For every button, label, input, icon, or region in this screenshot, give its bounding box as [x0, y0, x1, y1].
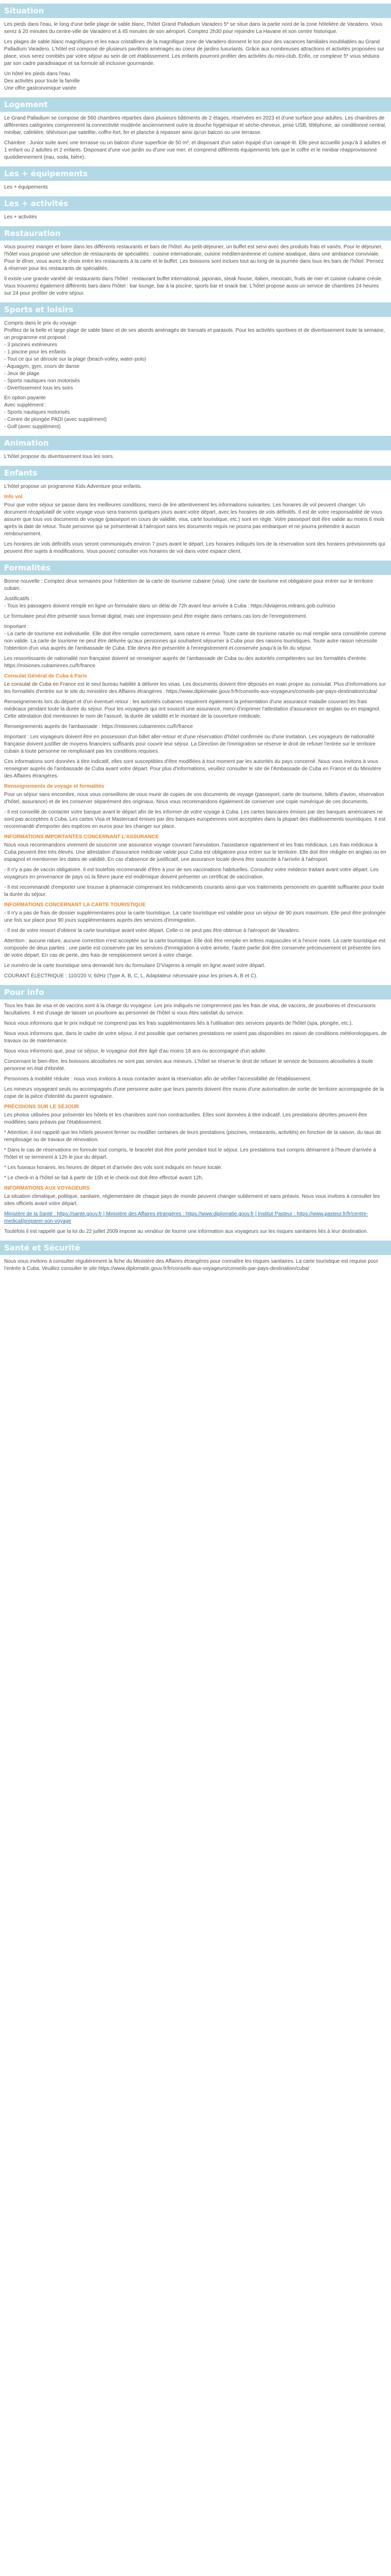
section-equipements: Les + équipements	[0, 166, 391, 181]
infovoyage-p3: Toutefois il est rappelé que la loi du 22 juillet 2009 impose au vendeur de fournir une information aux voyageurs sur les risques sanitaires liés à leur destination.	[4, 1229, 368, 1234]
sports-sub1: Compris dans le prix du voyage	[4, 320, 77, 326]
sports-c1: Avec supplément :	[4, 402, 47, 408]
infovoyage-title: INFORMATIONS AUX VOYAGEURS	[4, 1185, 90, 1191]
pourinfo-p1: Tous les frais de visa et de vaccins sont à la charge du voyageur. Les prix indiqués ne comprennent pas les frais de visa, de vaccins, de pourboires et d'excursions facultatives. Il est d'usage de laisser un pourboire au personnel de l'hôtel si vous êtes satisfait du service.	[4, 1003, 376, 1016]
formalites-p2: Justificatifs :	[4, 596, 32, 602]
precisions-p5: * Le check-in à l'hôtel se fait à partir de 15h et le check-out doit être effectué avant 12h.	[4, 1175, 203, 1181]
sports-b1: Profitez de la belle et large plage de sable blanc et de ses abords aménagés de transats et parasols. Pour les activités sportives et de divertissement toute la semaine, un programme est proposé :	[4, 328, 386, 341]
infovoyage-links[interactable]: Ministère de la Santé : https://sante.gouv.fr | Ministère des Affaires étrangères : https://www.diplomatie.gouv.fr | Institut Pasteur : https://www.pasteur.fr/fr/centre-medical/preparer-son-voyage	[4, 1211, 368, 1224]
section-situation: Situation	[0, 4, 391, 18]
situation-p2: Les plages de sable blanc magnifiques et les eaux cristallines de la magnifique zone de Varadero donnent le ton pour des vacances familiales inoubliables au Grand Palladium Varadero. L'hôtel est composé de plusieurs pavillons aménagés au coeur de jardins luxuriants. Grâce aux nombreuses attractions et activités proposées sur place, vous serez comblés par votre séjour au sein de cet établissement. Les enfants pourront profiter des activités du mini-club. Enfin, ce complexe 5* vous séduira par son cadre paradisiaque et sa formule all inclusive gourmande.	[4, 39, 385, 66]
section-animation: Animation	[0, 436, 391, 450]
formalites-p4: Le formulaire peut être présenté sous format digital, mais une impression peut être exigée dans certains cas lors de l'enregistrement.	[4, 614, 307, 619]
pourinfo-p6: Personnes à mobilité réduite : nous vous invitons à nous contacter avant la réservation afin de vérifier l'accessibilité de l'établissement.	[4, 1076, 312, 1082]
ambassade-p1: Important : Les voyageurs doivent être en possession d'un billet aller-retour et d'une réservation d'hôtel confirmée ou d'une invitation. Les voyageurs de nationalité française doivent justifier de moyens financiers suffisants pour couvrir leur séjour. La Direction de l'immigration se réserve le droit de refuser l'entrée sur le territoire cubain à toute personne ne remplissant pas les conditions requises.	[4, 734, 376, 754]
formalites-p5: Important :	[4, 624, 29, 630]
infovoyage-p1: La situation climatique, politique, sanitaire, réglementaire de chaque pays de monde peuvent changer subitement et sans préavis. Nous vous invitons à consulter les sites officiels avant votre départ.	[4, 1194, 380, 1207]
precisions-p3: * Dans le cas de réservations en formule tout compris, le bracelet doit être porté pendant tout le séjour. Les prestations tout compris démarrent à l'heure d'arrivée à l'hôtel et se terminent à 12h le jour du départ.	[4, 1147, 376, 1160]
precisions-p1: Les photos utilisées pour présenter les hôtels et les chambres sont non contractuelles. Elles sont données à titre indicatif. Les prestations décrites peuvent être modifiées sans préavis par l'établissement.	[4, 1112, 367, 1125]
sports-b4: - Tout ce qui se déroule sur la plage (beach-volley, water-polo)	[4, 357, 146, 362]
pourinfo-p2: Nous vous informons que le prix indiqué ne comprend pas les frais supplémentaires liés à l'utilisation des services payants de l'hôtel (spa, plongée, etc.).	[4, 1021, 353, 1026]
assurance-p3: - Il est recommandé d'emporter une trousse à pharmacie comprenant les médicaments courants ainsi que vos traitements personnels en quantité suffisante pour toute la durée du séjour.	[4, 885, 384, 897]
sports-b8: - Divertissement tous les soirs	[4, 385, 73, 391]
pieds-l2: Des activités pour toute la famille	[4, 78, 80, 84]
logement-p1: Le Grand Palladium se compose de 560 chambres réparties dans plusieurs bâtiments de 2 étages, réservées en 2023 et d'une surface pour adultes. Les chambres de différentes catégories comprennent la connectivité modérée anciennement outre la douche hygiénique et sèche-cheveux, prise USB, téléphone, air conditionné central, minibar, cafetière, télévision par satellite, coffre-fort, fer et planche à repasser ainsi qu'un balcon ou une terrasse.	[4, 115, 386, 135]
sports-b6: - Jeux de plage	[4, 371, 40, 377]
section-formalites: Formalités	[0, 561, 391, 575]
formalites-p6: - La carte de tourisme est individuelle. Elle doit être remplie correctement, sans rature ni erreur. Toute carte de tourisme raturée ou mal remplie sera considérée comme non valide. La carte de tourisme ne peut être délivrée qu'aux personnes qui souhaitent séjourner à Cuba pour des raisons touristiques. Toute autre raison nécessite l'obtention d'un visa auprès de l'ambassade de Cuba. Elle devra être présentée à l'enregistrement et conservée jusqu'à la fin du séjour.	[4, 631, 386, 651]
precisions-p2: * Attention, il est rappelé que les hôtels peuvent fermer ou modifier certaines de leurs prestations (piscines, restaurants, activités) en fonction de la saison, du taux de remplissage ou de travaux de rénovation.	[4, 1130, 381, 1143]
pourinfo-p4: Nous vous informons que, pour ce séjour, le voyageur doit être âgé d'au moins 18 ans ou accompagné d'un adulte.	[4, 1048, 267, 1054]
page	[0, 0, 391, 1276]
precisions-p4: * Les fuseaux horaires, les heures de départ et d'arrivée des vols sont indiqués en heure locale.	[4, 1165, 223, 1171]
touristique-title: INFORMATIONS CONCERNANT LA CARTE TOURISTIQUE	[4, 902, 146, 908]
section-logement: Logement	[0, 97, 391, 112]
consulat-title: Consulat Général de Cuba à Paris	[4, 673, 87, 679]
info-p1: Pour que votre séjour se passe dans les meilleures conditions, merci de lire attentivement les informations suivantes. Les horaires de vol peuvent changer. Un document récapitulatif de votre voyage vous sera transmis quelques jours avant votre départ, avec les horaires de vols définitifs. Il est de votre responsabilité de vous assurer que tous vos documents de voyage (passeport en cours de validité, visa, carte touristique, etc.) sont en règle. Votre passeport doit être valide au moins 6 mois après la date de retour. Toute personne qui se présenterait à l'aéroport sans les documents requis ne pourra pas embarquer et ne pourra prétendre à aucun remboursement.	[4, 502, 385, 537]
animation-p1: L'hôtel propose du divertissement tous les soirs.	[4, 454, 115, 460]
section-sports: Sports et loisirs	[0, 302, 391, 317]
courant-electrique: COURANT ÉLECTRIQUE : 110/220 V, 60Hz (Type A, B, C, L, Adaptateur nécessaire pour les prises A, B et C).	[4, 973, 258, 979]
info-p2: Les horaires de vols définitifs vous seront communiqués environ 7 jours avant le départ. Les horaires indiqués lors de la réservation sont des horaires prévisionnels qui peuvent être sujets à modifications. Vous pouvez consulter vos horaires de vol dans votre espace client.	[4, 541, 385, 554]
formalites-p1: Bonne nouvelle : Comptez deux semaines pour l'obtention de la carte de tourisme cubaine (visa). Une carte de tourisme est obligatoire pour entrer sur le territoire cubain.	[4, 579, 373, 591]
ambassade-p2: Ces informations sont données à titre indicatif, elles sont susceptibles d'être modifiées à tout moment par les autorités du pays concerné. Nous vous invitons à vous renseigner auprès de l'ambassade de Cuba avant votre départ. Pour plus d'informations, veuillez consulter le site de l'Ambassade de Cuba en France et du Ministère des Affaires étrangères.	[4, 759, 382, 779]
touristique-p2: - Il est de votre ressort d'obtenir la carte touristique avant votre départ. Celle-ci ne peut pas être obtenue à l'aéroport de Varadero.	[4, 928, 300, 934]
section-pourinfo: Pour info	[0, 985, 391, 999]
pourinfo-p5: Concernant le bien-être, les boissons alcoolisées ne sont pas servies aux mineurs. L'hôtel se réserve le droit de refuser le service de boissons alcoolisées à toute personne en état d'ébriété.	[4, 1059, 373, 1072]
pieds-l1: Un hôtel les pieds dans l'eau	[4, 71, 70, 77]
consulat-p2: Renseignements lors du départ et d'un éventuel retour : les autorités cubaines requièrent également la présentation d'une assurance maladie couvrant les frais médicaux pendant toute la durée du séjour. Pour les voyageurs qui ont souscrit une assurance, merci d'imprimer l'attestation d'assurance en anglais ou en espagnol. Cette attestation doit mentionner le nom de l'assuré, la durée de validité et le montant de la couverture médicale.	[4, 699, 381, 719]
sports-c2: - Sports nautiques motorisés	[4, 410, 70, 415]
consulat-p3: Renseignements auprès de l'ambassade : https://misiones.cubaminrex.cu/fr/france	[4, 724, 193, 730]
voyage-p1: Pour un séjour sans encombre, nous vous conseillons de vous munir de copies de vos documents de voyage (passeport, carte de tourisme, billets d'avion, réservation d'hôtel, assurance) et de les conserver séparément des originaux. Nous vous recommandons également de conserver une copie numérique de ces documents.	[4, 792, 384, 805]
sports-b5: - Aquagym, gym, cours de danse	[4, 364, 80, 369]
situation-p1: Les pieds dans l'eau, le long d'une belle plage de sable blanc, l'hôtel Grand Palladium Varadero 5* se situe dans la partie nord de la zone hôtelière de Varadero. Vous serez à 20 minutes du centre-ville de Varadero et à 45 minutes de son aéroport. Comptez 2h30 pour rejoindre La Havane et son centre historique.	[4, 22, 383, 35]
assurance-p2: - Il n'y a pas de vaccin obligatoire. Il est toutefois recommandé d'être à jour de ses vaccinations habituelles. Consultez votre médecin traitant avant votre départ. Les voyageurs en provenance de pays où la fièvre jaune est endémique doivent présenter un certificat de vaccination.	[4, 867, 379, 880]
touristique-p3: Attention : aucune rature, aucune correction n'est acceptée sur la carte touristique. Elle doit être remplie en lettres majuscules et à l'encre noire. La carte touristique est composée de deux parties : une partie est conservée par les services d'immigration à votre arrivée, l'autre partie doit être conservée précieusement et présentée lors de votre départ. En cas de perte, des frais de remplacement seront à votre charge.	[4, 938, 386, 958]
info-title: Info vol	[4, 494, 23, 500]
assurance-title: INFORMATIONS IMPORTANTES CONCERNANT L'ASSURANCE	[4, 834, 159, 840]
section-restauration: Restauration	[0, 226, 391, 241]
touristique-p1: - Il n'y a pas de frais de dossier supplémentaires pour la carte touristique. La carte touristique est valable pour un séjour de 90 jours maximum. Elle peut être prolongée une fois sur place pour 90 jours supplémentaires auprès des services d'immigration.	[4, 910, 386, 923]
formalites-p7: Les ressortissants de nationalité non française doivent se renseigner auprès de l'ambassade de Cuba ou des autorités compétentes sur les formalités d'entrée. https://misiones.cubaminrex.cu/fr/france	[4, 656, 368, 669]
sports-b7: - Sports nautiques non motorisés	[4, 378, 80, 384]
voyage-p2: - Il est conseillé de contacter votre banque avant le départ afin de les informer de votre voyage à Cuba. Les cartes bancaires émises par des banques américaines ne sont pas acceptées à Cuba. Les cartes Visa et Mastercard émises par des banques européennes sont acceptées dans la plupart des établissements touristiques. Il est recommandé d'emporter des espèces en euros pour les changer sur place.	[4, 809, 386, 829]
restauration-p1: Vous pourrez manger et boire dans les différents restaurants et bars de l'hôtel. Au petit-déjeuner, un buffet est servi avec des produits frais et variés. Pour le déjeuner, l'hôtel vous propose une sélection de restaurants de spécialités : cuisine internationale, cuisine méditerranéenne et cuisine asiatique, dans une ambiance conviviale. Pour le dîner, vous aurez le choix entre les restaurants à la carte et le buffet. Les boissons sont inclues tout au long de la journée dans tous les bars de l'hôtel. Pensez à réserver pour les restaurants de spécialités.	[4, 244, 384, 272]
section-enfants: Enfants	[0, 466, 391, 480]
equip-l1: Les + équipements	[4, 184, 48, 190]
formalites-p3: - Tous les passagers doivent remplir en ligne un formulaire dans un délai de 72h avant leur arrivée à Cuba : https://dviajeros.mitrans.gob.cu/inicio	[4, 603, 335, 609]
consulat-p1: Le consulat de Cuba en France est le seul bureau habilité à délivrer les visas. Les documents doivent être déposés en main propre au consulat. Plus d'informations sur les formalités d'entrée sur le site du ministère des Affaires étrangères : https://www.diplomatie.gouv.fr/fr/conseils-aux-voyageurs/conseils-par-pays-destination/cuba/	[4, 682, 386, 694]
logement-p2: Chambre : Junior suite avec une terrasse ou un balcon d'une superficie de 50 m², et disposant d'un salon équipé d'un canapé-lit. Elle peut accueillir jusqu'à 3 adultes et 1 enfant ou 2 adultes et 2 enfants. Disposant d'une vue jardin ou d'une vue mer, et comprend différents équipements tels que le coffre et le minibar réapprovisionné quotidiennement (eau, soda, bière).	[4, 140, 386, 160]
sports-sub2: En option payante	[4, 395, 46, 401]
precisions-title: PRÉCISIONS SUR LE SÉJOUR	[4, 1104, 79, 1110]
sports-b2: - 3 piscines extérieures	[4, 342, 57, 348]
restauration-p2: Il existe une grande variété de restaurants dans l'hôtel : restaurant buffet international, japonais, steak house, italien, mexicain, fruits de mer et cuisine cubaine créole. Vous trouverez également différents bars dans l'hôtel : bar lounge, bar à la piscine, sports bar et snack bar. L'hôtel propose aussi un service de chambres 24 heures sur 24 pour profiter de votre séjour.	[4, 276, 383, 296]
pourinfo-p3: Nous vous informons que, dans le cadre de votre séjour, il est possible que certaines prestations ne soient pas disponibles en raison de conditions météorologiques, de travaux ou de maintenance.	[4, 1031, 387, 1044]
enfants-p1: L'hôtel propose un programme Kids Adventure pour enfants.	[4, 484, 142, 489]
voyage-title: Renseignements de voyage et formalités	[4, 784, 104, 789]
sante-p1: Nous vous invitons à consulter régulièrement la fiche du Ministère des Affaires étrangères pour connaître les risques sanitaires. La carte touristique est requise pour l'entrée à Cuba. Veuillez consulter le site https://www.diplomatie.gouv.fr/fr/conseils-aux-voyageurs/conseils-par-pays-destination/cuba/	[4, 1259, 379, 1272]
activ-l1: Les + activités	[4, 214, 37, 220]
sports-c3: - Centre de plongée PADI (avec supplément)	[4, 417, 107, 422]
assurance-p1: Nous vous recommandons vivement de souscrire une assurance voyage couvrant l'annulation, l'assistance rapatriement et les frais médicaux. Les frais médicaux à Cuba peuvent être très élevés. Une attestation d'assurance médicale valide pour Cuba est obligatoire pour entrer sur le territoire. Elle doit être rédigée en anglais ou en espagnol et mentionner les dates de validité. En cas d'absence de justificatif, une assurance locale devra être souscrite à l'arrivée à l'aéroport.	[4, 842, 386, 862]
touristique-p4: Le numéro de la carte touristique sera demandé lors du formulaire D'Viajeros à remplir en ligne avant votre départ.	[4, 963, 266, 969]
section-activites: Les + activités	[0, 196, 391, 211]
pourinfo-p7: Les mineurs voyageant seuls ou accompagnés d'une personne autre que leurs parents doivent être munis d'une autorisation de sortie de territoire accompagnée de la copie de la pièce d'identité du parent signataire.	[4, 1087, 384, 1099]
pieds-l3: Une offre gastronomique variée	[4, 86, 76, 91]
sports-b3: - 1 piscine pour les enfants	[4, 349, 66, 355]
section-sante: Santé et Sécurité	[0, 1241, 391, 1255]
sports-c4: - Golf (avec supplément)	[4, 424, 61, 430]
